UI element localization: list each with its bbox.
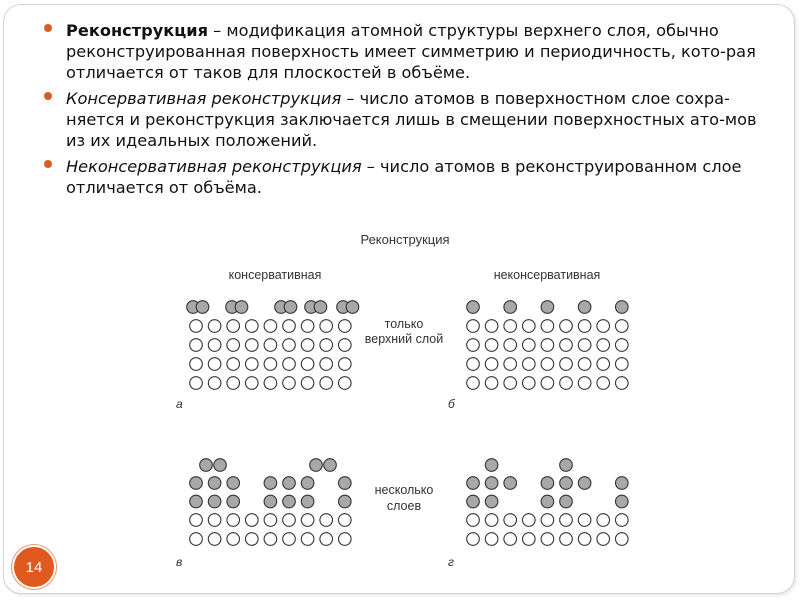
bulk-atom (208, 514, 221, 527)
bulk-atom (523, 358, 536, 371)
bulk-atom (320, 377, 333, 390)
surface-atom (485, 495, 498, 508)
bulk-atom (467, 514, 480, 527)
bulk-atom (485, 339, 498, 352)
bulk-atom (301, 358, 314, 371)
bulk-atom (541, 320, 554, 333)
bulk-atom (616, 377, 629, 390)
surface-atom (227, 495, 240, 508)
surface-atom (283, 477, 296, 490)
bulk-atom (246, 514, 259, 527)
bulk-atom (504, 514, 517, 527)
bulk-atom (246, 320, 259, 333)
bulk-atom (246, 358, 259, 371)
bulk-atom (467, 358, 480, 371)
bulk-atom (467, 533, 480, 546)
bulk-atom (264, 320, 277, 333)
bullet-text: – модификация атомной структуры верхнего слоя, обычно реконструированная поверхность имеет симметрию и периодичность, кото-рая отличается от таков для плоскостей в объёме. (66, 21, 756, 82)
bulk-atom (301, 377, 314, 390)
bulk-atom (560, 358, 573, 371)
bulk-atom (597, 339, 610, 352)
bulk-atom (616, 358, 629, 371)
bulk-atom (541, 377, 554, 390)
bulk-atom (339, 514, 352, 527)
bulk-atom (485, 377, 498, 390)
bullet-item-nonconservative (44, 156, 759, 198)
bulk-atom (485, 514, 498, 527)
bulk-atom (339, 533, 352, 546)
bullet-term: Реконструкция (66, 21, 208, 40)
bulk-atom (283, 320, 296, 333)
surface-atom (208, 495, 221, 508)
surface-atom (339, 477, 352, 490)
bulk-atom (320, 358, 333, 371)
bulk-atom (504, 320, 517, 333)
bulk-atom (301, 514, 314, 527)
bulk-atom (616, 514, 629, 527)
bulk-atom (504, 339, 517, 352)
surface-atom (310, 459, 323, 472)
surface-atom (190, 495, 203, 508)
surface-atom (227, 477, 240, 490)
bulk-atom (541, 533, 554, 546)
panel-label-d: г (448, 555, 454, 569)
surface-atom (616, 477, 629, 490)
bulk-atom (283, 514, 296, 527)
bullet-item-reconstruction (44, 20, 759, 83)
bulk-atom (283, 377, 296, 390)
bulk-atom (616, 533, 629, 546)
surface-atom (541, 477, 554, 490)
surface-atom (339, 495, 352, 508)
surface-atom (467, 301, 480, 314)
surface-atom (235, 301, 248, 314)
surface-atom (284, 301, 297, 314)
bulk-atom (504, 377, 517, 390)
bulk-atom (208, 377, 221, 390)
bulk-atom (541, 514, 554, 527)
bulk-atom (467, 339, 480, 352)
bulk-atom (485, 358, 498, 371)
reconstruction-diagram (160, 228, 640, 578)
surface-atom (346, 301, 359, 314)
bulk-atom (190, 533, 203, 546)
bulk-atom (560, 533, 573, 546)
bulk-atom (597, 320, 610, 333)
surface-atom (301, 477, 314, 490)
surface-atom (485, 477, 498, 490)
bulk-atom (541, 358, 554, 371)
surface-atom (264, 477, 277, 490)
bulk-atom (246, 377, 259, 390)
surface-atom (264, 495, 277, 508)
bulk-atom (523, 320, 536, 333)
bulk-atom (504, 533, 517, 546)
bullet-term: Консервативная реконструкция (66, 89, 342, 108)
surface-atom (560, 495, 573, 508)
bulk-atom (227, 533, 240, 546)
bulk-atom (560, 339, 573, 352)
bulk-atom (616, 320, 629, 333)
bulk-atom (227, 339, 240, 352)
panel-label-a: а (176, 397, 183, 411)
bulk-atom (301, 320, 314, 333)
figure-title: Реконструкция (360, 232, 450, 247)
page-number: 14 (25, 558, 43, 576)
surface-atom (485, 459, 498, 472)
surface-atom (196, 301, 209, 314)
bullet-dot-icon (44, 92, 52, 100)
bulk-atom (578, 358, 591, 371)
bulk-atom (190, 320, 203, 333)
bulk-atom (504, 358, 517, 371)
bulk-atom (264, 377, 277, 390)
bulk-atom (264, 339, 277, 352)
surface-atom (541, 301, 554, 314)
bulk-atom (208, 320, 221, 333)
bullet-item-conservative (44, 88, 759, 151)
bulk-atom (190, 358, 203, 371)
column-label-conservative: консервативная (228, 268, 322, 282)
bulk-atom (208, 358, 221, 371)
bulk-atom (597, 514, 610, 527)
bulk-atom (320, 514, 333, 527)
bulk-atom (190, 514, 203, 527)
bulk-atom (339, 377, 352, 390)
surface-atom (324, 459, 337, 472)
bulk-atom (467, 320, 480, 333)
bulk-atom (227, 320, 240, 333)
bulk-atom (523, 377, 536, 390)
bulk-atom (264, 514, 277, 527)
bulk-atom (616, 339, 629, 352)
bulk-atom (339, 339, 352, 352)
bullet-dot-icon (44, 24, 52, 32)
bulk-atom (560, 320, 573, 333)
bulk-atom (339, 358, 352, 371)
bulk-atom (320, 533, 333, 546)
surface-atom (616, 495, 629, 508)
bulk-atom (301, 339, 314, 352)
surface-atom (504, 301, 517, 314)
surface-atom (283, 495, 296, 508)
bulk-atom (578, 514, 591, 527)
bulk-atom (320, 320, 333, 333)
bulk-atom (227, 358, 240, 371)
surface-atom (200, 459, 213, 472)
bulk-atom (523, 339, 536, 352)
bulk-atom (578, 533, 591, 546)
bulk-atom (264, 533, 277, 546)
surface-atom (560, 459, 573, 472)
bullet-list (44, 20, 759, 203)
row-label-top-line2: верхний слой (364, 332, 444, 346)
bulk-atom (227, 377, 240, 390)
bulk-atom (578, 339, 591, 352)
bulk-atom (190, 339, 203, 352)
bulk-atom (597, 377, 610, 390)
surface-atom (314, 301, 327, 314)
bulk-atom (467, 377, 480, 390)
surface-atom (214, 459, 227, 472)
bulk-atom (208, 533, 221, 546)
bulk-atom (301, 533, 314, 546)
bulk-atom (264, 358, 277, 371)
surface-atom (467, 495, 480, 508)
bulk-atom (283, 358, 296, 371)
surface-atom (560, 477, 573, 490)
bulk-atom (597, 358, 610, 371)
page-number-badge (12, 545, 56, 589)
surface-atom (541, 495, 554, 508)
bulk-atom (190, 377, 203, 390)
bullet-text: – число атомов в реконструированном слое отличается от объёма. (66, 157, 742, 197)
bullet-text: – число атомов в поверхностном слое сохра-няется и реконструкция заключается лишь в смещении поверхностных ато-мов из их идеальных положений. (66, 89, 757, 150)
bulk-atom (208, 339, 221, 352)
surface-atom (504, 477, 517, 490)
bulk-atom (485, 320, 498, 333)
bulk-atom (560, 514, 573, 527)
row-label-bottom-line2: слоев (386, 499, 422, 513)
bulk-atom (597, 533, 610, 546)
bulk-atom (227, 514, 240, 527)
panel-label-b: б (448, 397, 455, 411)
surface-atom (301, 495, 314, 508)
bulk-atom (578, 377, 591, 390)
surface-atom (578, 301, 591, 314)
bulk-atom (523, 533, 536, 546)
bulk-atom (485, 533, 498, 546)
bulk-atom (283, 339, 296, 352)
panel-label-c: в (176, 555, 183, 569)
surface-atom (190, 477, 203, 490)
bullet-dot-icon (44, 160, 52, 168)
bulk-atom (246, 533, 259, 546)
bulk-atom (560, 377, 573, 390)
surface-atom (208, 477, 221, 490)
surface-atom (616, 301, 629, 314)
surface-atom (578, 477, 591, 490)
row-label-top-line1: только (384, 317, 424, 331)
bullet-term: Неконсервативная реконструкция (66, 157, 362, 176)
bulk-atom (578, 320, 591, 333)
bulk-atom (246, 339, 259, 352)
bulk-atom (339, 320, 352, 333)
bulk-atom (523, 514, 536, 527)
row-label-bottom-line1: несколько (374, 483, 434, 497)
column-label-nonconservative: неконсервативная (493, 268, 601, 282)
bulk-atom (283, 533, 296, 546)
bulk-atom (541, 339, 554, 352)
bulk-atom (320, 339, 333, 352)
surface-atom (467, 477, 480, 490)
